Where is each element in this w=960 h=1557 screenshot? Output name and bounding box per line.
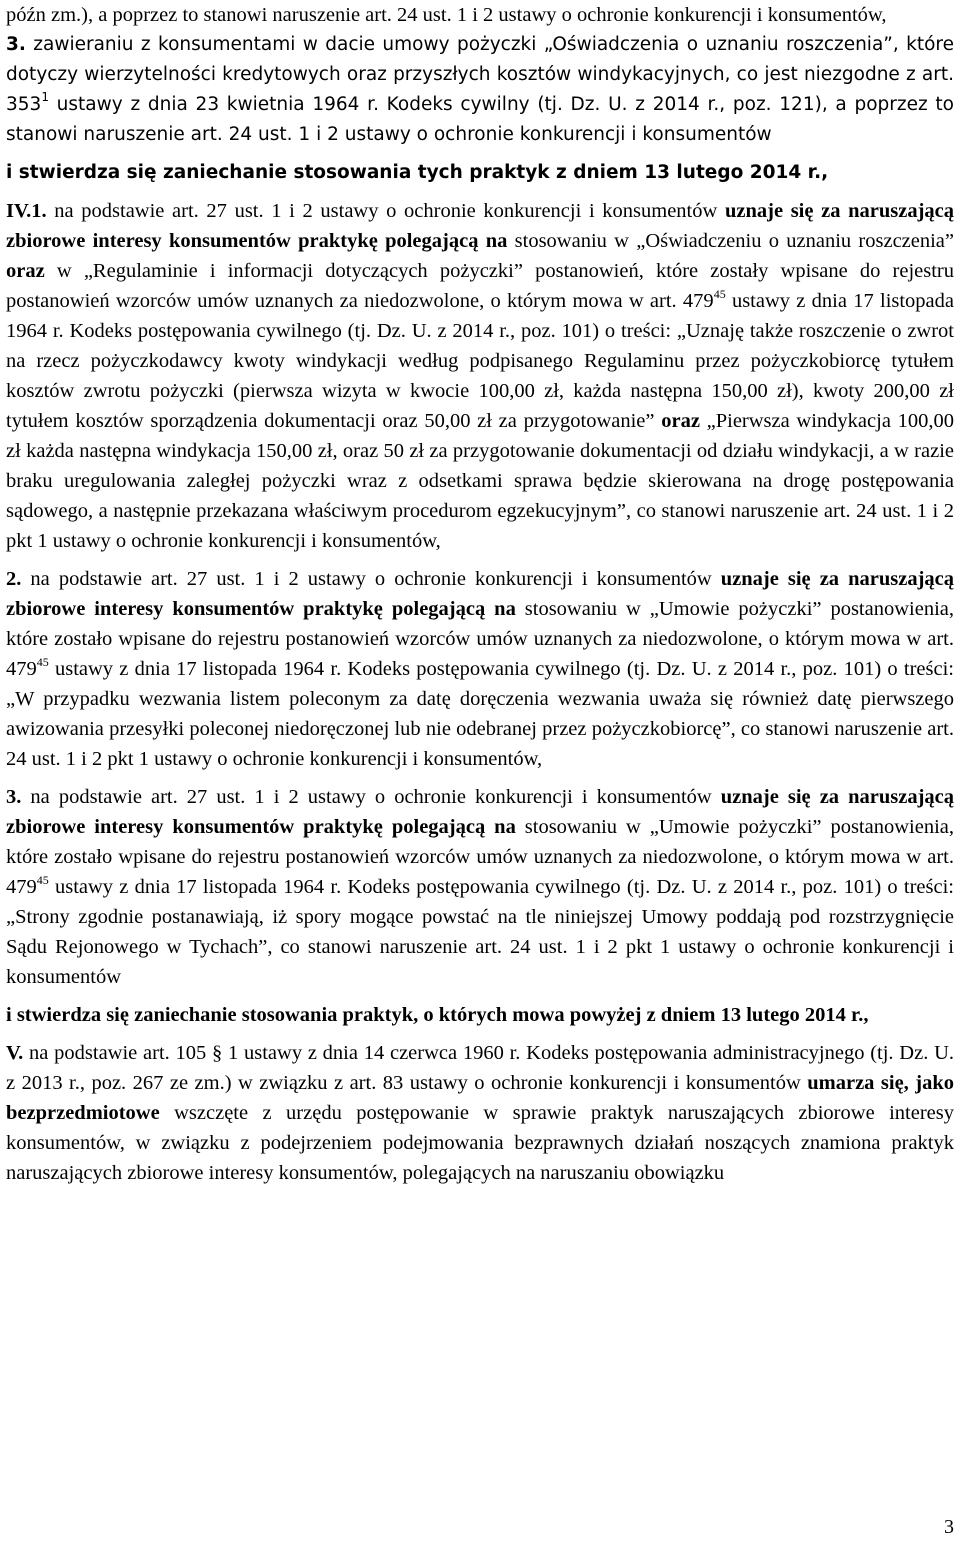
paragraph-section-iv-1: [6, 196, 954, 556]
text-run: w „Regulaminie i informacji dotyczących pożyczki” postanowień, które zostały wpisane do rejestru postanowień wzorców umów uznanych za niedozwolone, o którym mowa w art. 479: [6, 260, 954, 312]
text-run: „Pierwsza windykacja 100,00 zł każda następna windykacja 150,00 zł, oraz 50 zł za przygotowanie dokumentacji od działu windykacji, a w razie braku uregulowania zaległej pożyczki wraz z odsetkami sprawa będzie skierowana na drogę postępowania sądowego, a następnie przekazana właściwym procedurom egzekucyjnym”, co stanowi naruszenie art. 24 ust. 1 i 2 pkt 1 ustawy o ochronie konkurencji i konsumentów,: [6, 410, 955, 552]
item-number: 3.: [6, 34, 26, 55]
bold-text: uznaje się za naruszającą zbiorowe interesy konsumentów praktykę polegającą na: [6, 786, 954, 838]
paragraph-cessation-statement: [6, 158, 954, 188]
bold-text: i stwierdza się zaniechanie stosowania tych praktyk z dniem 13 lutego 2014 r.,: [6, 162, 829, 183]
page-number: 3: [944, 1516, 954, 1538]
superscript: 45: [36, 655, 49, 669]
section-number: V.: [6, 1042, 24, 1064]
section-number: IV.1.: [6, 200, 47, 222]
text-run: ustawy z dnia 23 kwietnia 1964 r. Kodeks cywilny (tj. Dz. U. z 2014 r., poz. 121), a poprzez to stanowi naruszenie art. 24 ust. 1 i 2 ustawy o ochronie konkurencji i konsumentów: [6, 94, 954, 145]
text-run: stosowaniu w „Umowie pożyczki” postanowienia, które zostało wpisane do rejestru postanowień wzorców umów uznanych za niedozwolone, o którym mowa w art. 479: [6, 598, 954, 680]
document-page: [6, 0, 954, 1188]
bold-text: i stwierdza się zaniechanie stosowania praktyk, o których mowa powyżej z dniem 13 lutego 2014 r.,: [6, 1004, 869, 1026]
text-run: ustawy z dnia 17 listopada 1964 r. Kodeks postępowania cywilnego (tj. Dz. U. z 2014 r., poz. 101) o treści: „Uznaję także roszczenie o zwrot na rzecz pożyczkodawcy kwoty windykacji według podpisanego Regulaminu przez pożyczkobiorcę tytułem kosztów zwrotu pożyczki (pierwsza wizyta w kwocie 100,00 zł, każda następna 150,00 zł), kwoty 200,00 zł tytułem kosztów sporządzenia dokumentacji oraz 50,00 zł za przygotowanie”: [6, 290, 955, 432]
paragraph-item-3-unfair-practice: [6, 30, 954, 150]
text-run: stosowaniu w „Oświadczeniu o uznaniu roszczenia”: [507, 230, 955, 252]
paragraph-section-v: [6, 1038, 954, 1188]
superscript: 45: [36, 873, 49, 887]
bold-text: oraz: [6, 260, 45, 282]
section-number: 3.: [6, 786, 22, 808]
paragraph-section-iv-3: [6, 782, 954, 992]
text-run: ustawy z dnia 17 listopada 1964 r. Kodeks postępowania cywilnego (tj. Dz. U. z 2014 r., poz. 101) o treści: „W przypadku wezwania listem poleconym za datę doręczenia wezwania uważa się również datę pierwszego awizowania przesyłki poleconej niedoręczonej lub nie odebranej przez pożyczkobiorcę”, co stanowi naruszenie art. 24 ust. 1 i 2 pkt 1 ustawy o ochronie konkurencji i konsumentów,: [6, 658, 954, 770]
text-run: na podstawie art. 27 ust. 1 i 2 ustawy o ochronie konkurencji i konsumentów: [21, 786, 721, 808]
text-run: późn zm.), a poprzez to stanowi naruszenie art. 24 ust. 1 i 2 ustawy o ochronie konkurencji i konsumentów,: [6, 4, 887, 26]
text-run: na podstawie art. 27 ust. 1 i 2 ustawy o ochronie konkurencji i konsumentów: [21, 568, 721, 590]
superscript: 1: [41, 90, 49, 104]
section-number: 2.: [6, 568, 22, 590]
text-run: ustawy z dnia 17 listopada 1964 r. Kodeks postępowania cywilnego (tj. Dz. U. z 2014 r., poz. 101) o treści: „Strony zgodnie postanawiają, iż spory mogące powstać na tle niniejszej Umowy poddają pod rozstrzygnięcie Sądu Rejonowego w Tychach”, co stanowi naruszenie art. 24 ust. 1 i 2 pkt 1 ustawy o ochronie konkurencji i konsumentów: [6, 876, 954, 988]
paragraph-section-iv-2: [6, 564, 954, 774]
bold-text: oraz: [661, 410, 700, 432]
bold-text: uznaje się za naruszającą zbiorowe interesy konsumentów praktykę polegającą na: [6, 568, 954, 620]
paragraph-continuation: [6, 0, 954, 30]
text-run: na podstawie art. 27 ust. 1 i 2 ustawy o ochronie konkurencji i konsumentów: [46, 200, 725, 222]
text-run: stosowaniu w „Umowie pożyczki” postanowienia, które zostało wpisane do rejestru postanowień wzorców umów uznanych za niedozwolone, o którym mowa w art. 479: [6, 816, 954, 898]
text-run: zawieraniu z konsumentami w dacie umowy pożyczki „Oświadczenia o uznaniu roszczenia”, które dotyczy wierzytelności kredytowych oraz przyszłych kosztów windykacyjnych, co jest niezgodne z art. 353: [6, 34, 954, 115]
bold-text: umarza się, jako bezprzedmiotowe: [6, 1072, 954, 1124]
superscript: 45: [713, 287, 726, 301]
paragraph-cessation-statement-2: [6, 1000, 954, 1030]
bold-text: uznaje się za naruszającą zbiorowe interesy konsumentów praktykę polegającą na: [6, 200, 955, 252]
text-run: wszczęte z urzędu postępowanie w sprawie praktyk naruszających zbiorowe interesy konsumentów, w związku z podejrzeniem podejmowania bezprawnych działań noszących znamiona praktyk naruszających zbiorowe interesy konsumentów, polegających na naruszaniu obowiązku: [6, 1102, 954, 1184]
text-run: na podstawie art. 105 § 1 ustawy z dnia 14 czerwca 1960 r. Kodeks postępowania administracyjnego (tj. Dz. U. z 2013 r., poz. 267 ze zm.) w związku z art. 83 ustawy o ochronie konkurencji i konsumentów: [6, 1042, 954, 1094]
